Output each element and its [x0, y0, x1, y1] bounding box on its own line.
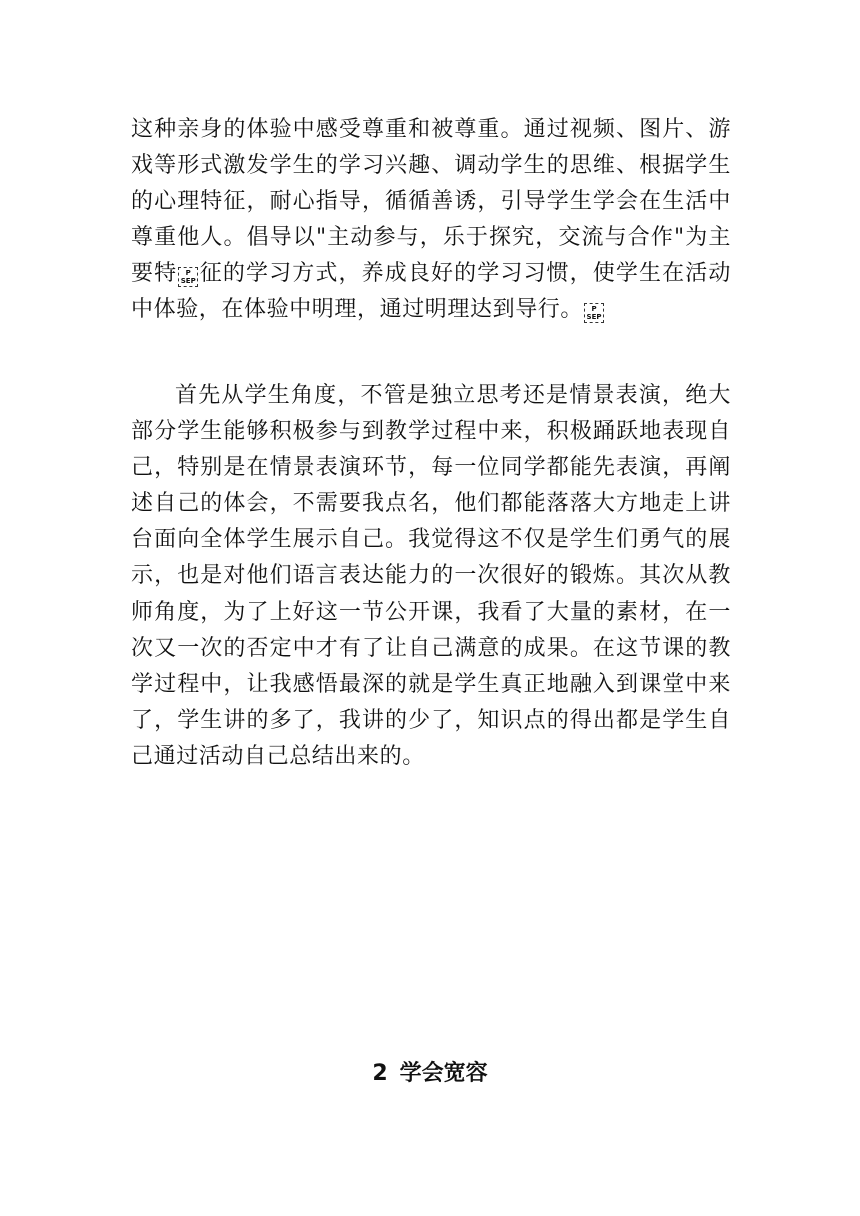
section-title: 学会宽容 — [399, 1061, 488, 1086]
body-paragraph-2: 首先从学生角度，不管是独立思考还是情景表演，绝大部分学生能够积极参与到教学过程中来，积极踊跃地表现自己，特别是在情景表演环节，每一位同学都能先表演，再阐述自己的体会，不需要我点名，他们都能落落大方地走上讲台面向全体学生展示自己。我觉得这不仅是学生们勇气的展示，也是对他们语言表达能力的一次很好的锻炼。其次从教师角度，为了上好这一节公开课，我看了大量的素材，在一次又一次的否定中才有了让自己满意的成果。在这节课的教学过程中，让我感悟最深的就是学生真正地融入到课堂中来了，学生讲的多了，我讲的少了，知识点的得出都是学生自己通过活动自己总结出来的。 — [131, 383, 731, 769]
separator-icon — [178, 267, 198, 287]
body-paragraph-1 — [131, 112, 731, 329]
separator-icon — [584, 303, 604, 323]
paragraph-1-text-b: 征的学习方式，养成良好的学习习惯，使学生在活动中体验，在体验中明理，通过明理达到导行。 — [131, 261, 731, 323]
separator-icon-top: P — [591, 305, 597, 314]
section-number: 2 — [372, 1061, 388, 1086]
separator-icon-bottom: SEP — [586, 313, 602, 322]
paragraph-1-text-a: 这种亲身的体验中感受尊重和被尊重。通过视频、图片、游戏等形式激发学生的学习兴趣、调动学生的思维、根据学生的心理特征，耐心指导，循循善诱，引导学生学会在生活中尊重他人。倡导以"主动参与，乐于探究，交流与合作"为主要特 — [131, 117, 731, 287]
separator-icon-bottom: SEP — [180, 277, 196, 286]
separator-icon-top: P — [185, 269, 191, 278]
section-heading — [0, 1058, 860, 1090]
